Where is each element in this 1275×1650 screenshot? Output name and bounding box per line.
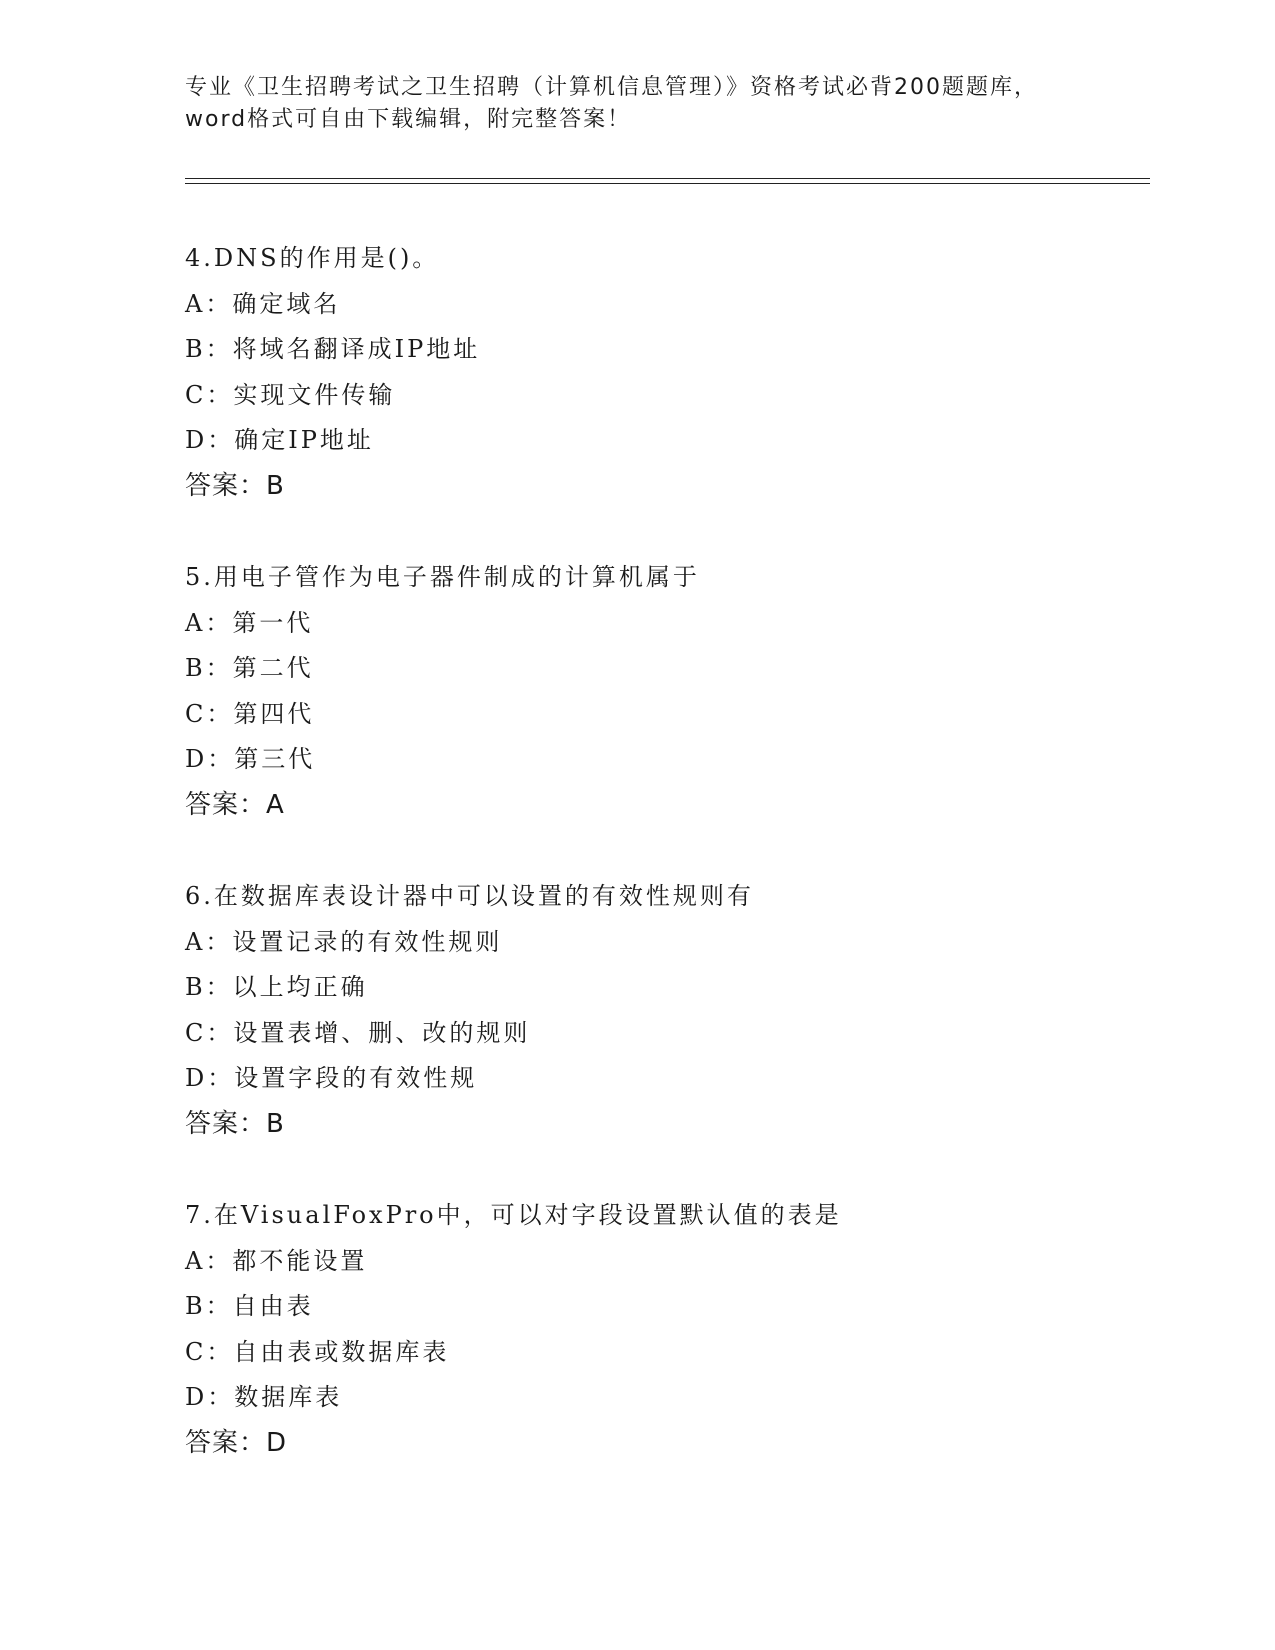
option-c <box>185 692 1145 738</box>
header-divider-top <box>185 178 1150 179</box>
option-b <box>185 1284 1145 1330</box>
option-text: 数据库表 <box>234 1383 343 1411</box>
question-item <box>185 555 1145 828</box>
option-text: 第四代 <box>233 699 315 728</box>
option-text: 第三代 <box>234 745 316 773</box>
option-prefix: C： <box>185 1337 234 1366</box>
option-prefix: B： <box>185 973 233 1001</box>
option-text: 将域名翻译成IP地址 <box>232 335 481 363</box>
option-b <box>185 965 1145 1011</box>
option-prefix: B： <box>185 654 233 682</box>
option-d <box>185 418 1145 464</box>
option-text: 第一代 <box>232 608 314 637</box>
option-a <box>185 601 1145 647</box>
answer-line: 答案：D <box>185 1427 288 1458</box>
option-text: 设置表增、删、改的规则 <box>233 1018 531 1047</box>
header-divider-bottom <box>185 183 1150 184</box>
option-text: 以上均正确 <box>232 973 368 1001</box>
option-prefix: B： <box>185 335 233 363</box>
option-prefix: C： <box>185 699 234 728</box>
option-b <box>185 327 1145 373</box>
question-stem: 5.用电子管作为电子器件制成的计算机属于 <box>185 563 700 591</box>
option-a <box>185 920 1145 966</box>
answer-line: 答案：B <box>185 470 285 501</box>
option-d <box>185 737 1145 783</box>
option-a <box>185 1239 1145 1285</box>
document-header <box>185 72 1085 136</box>
answer-line: 答案：B <box>185 1108 285 1139</box>
option-text: 设置记录的有效性规则 <box>232 927 503 956</box>
option-prefix: A： <box>185 1246 233 1275</box>
option-prefix: D： <box>185 745 235 773</box>
option-prefix: A： <box>185 927 233 956</box>
question-list <box>185 236 1145 1512</box>
question-item <box>185 1193 1145 1466</box>
question-stem: 7.在VisualFoxPro中，可以对字段设置默认值的表是 <box>185 1201 842 1229</box>
option-prefix: D： <box>185 1383 235 1411</box>
question-stem: 6.在数据库表设计器中可以设置的有效性规则有 <box>185 882 754 910</box>
option-b <box>185 646 1145 692</box>
option-prefix: D： <box>185 1064 235 1092</box>
question-item <box>185 874 1145 1147</box>
option-prefix: A： <box>185 608 233 637</box>
option-c <box>185 1330 1145 1376</box>
option-text: 都不能设置 <box>232 1246 368 1275</box>
question-item <box>185 236 1145 509</box>
question-stem: 4.DNS的作用是()。 <box>185 244 440 272</box>
option-prefix: A： <box>185 289 233 318</box>
option-text: 自由表或数据库表 <box>233 1337 450 1366</box>
answer-line: 答案：A <box>185 789 285 820</box>
option-a <box>185 282 1145 328</box>
header-line-1: 专业《卫生招聘考试之卫生招聘（计算机信息管理）》资格考试必背200题题库， <box>185 75 1038 100</box>
option-text: 确定IP地址 <box>234 426 374 454</box>
option-prefix: C： <box>185 380 234 409</box>
option-d <box>185 1056 1145 1102</box>
option-c <box>185 1011 1145 1057</box>
option-text: 自由表 <box>232 1292 314 1320</box>
option-text: 设置字段的有效性规 <box>234 1064 478 1092</box>
option-prefix: D： <box>185 426 235 454</box>
option-text: 确定域名 <box>232 289 341 318</box>
option-prefix: B： <box>185 1292 233 1320</box>
option-text: 实现文件传输 <box>233 380 396 409</box>
option-d <box>185 1375 1145 1421</box>
header-line-2: word格式可自由下载编辑，附完整答案！ <box>185 107 632 132</box>
option-c <box>185 373 1145 419</box>
option-prefix: C： <box>185 1018 234 1047</box>
option-text: 第二代 <box>232 654 314 682</box>
